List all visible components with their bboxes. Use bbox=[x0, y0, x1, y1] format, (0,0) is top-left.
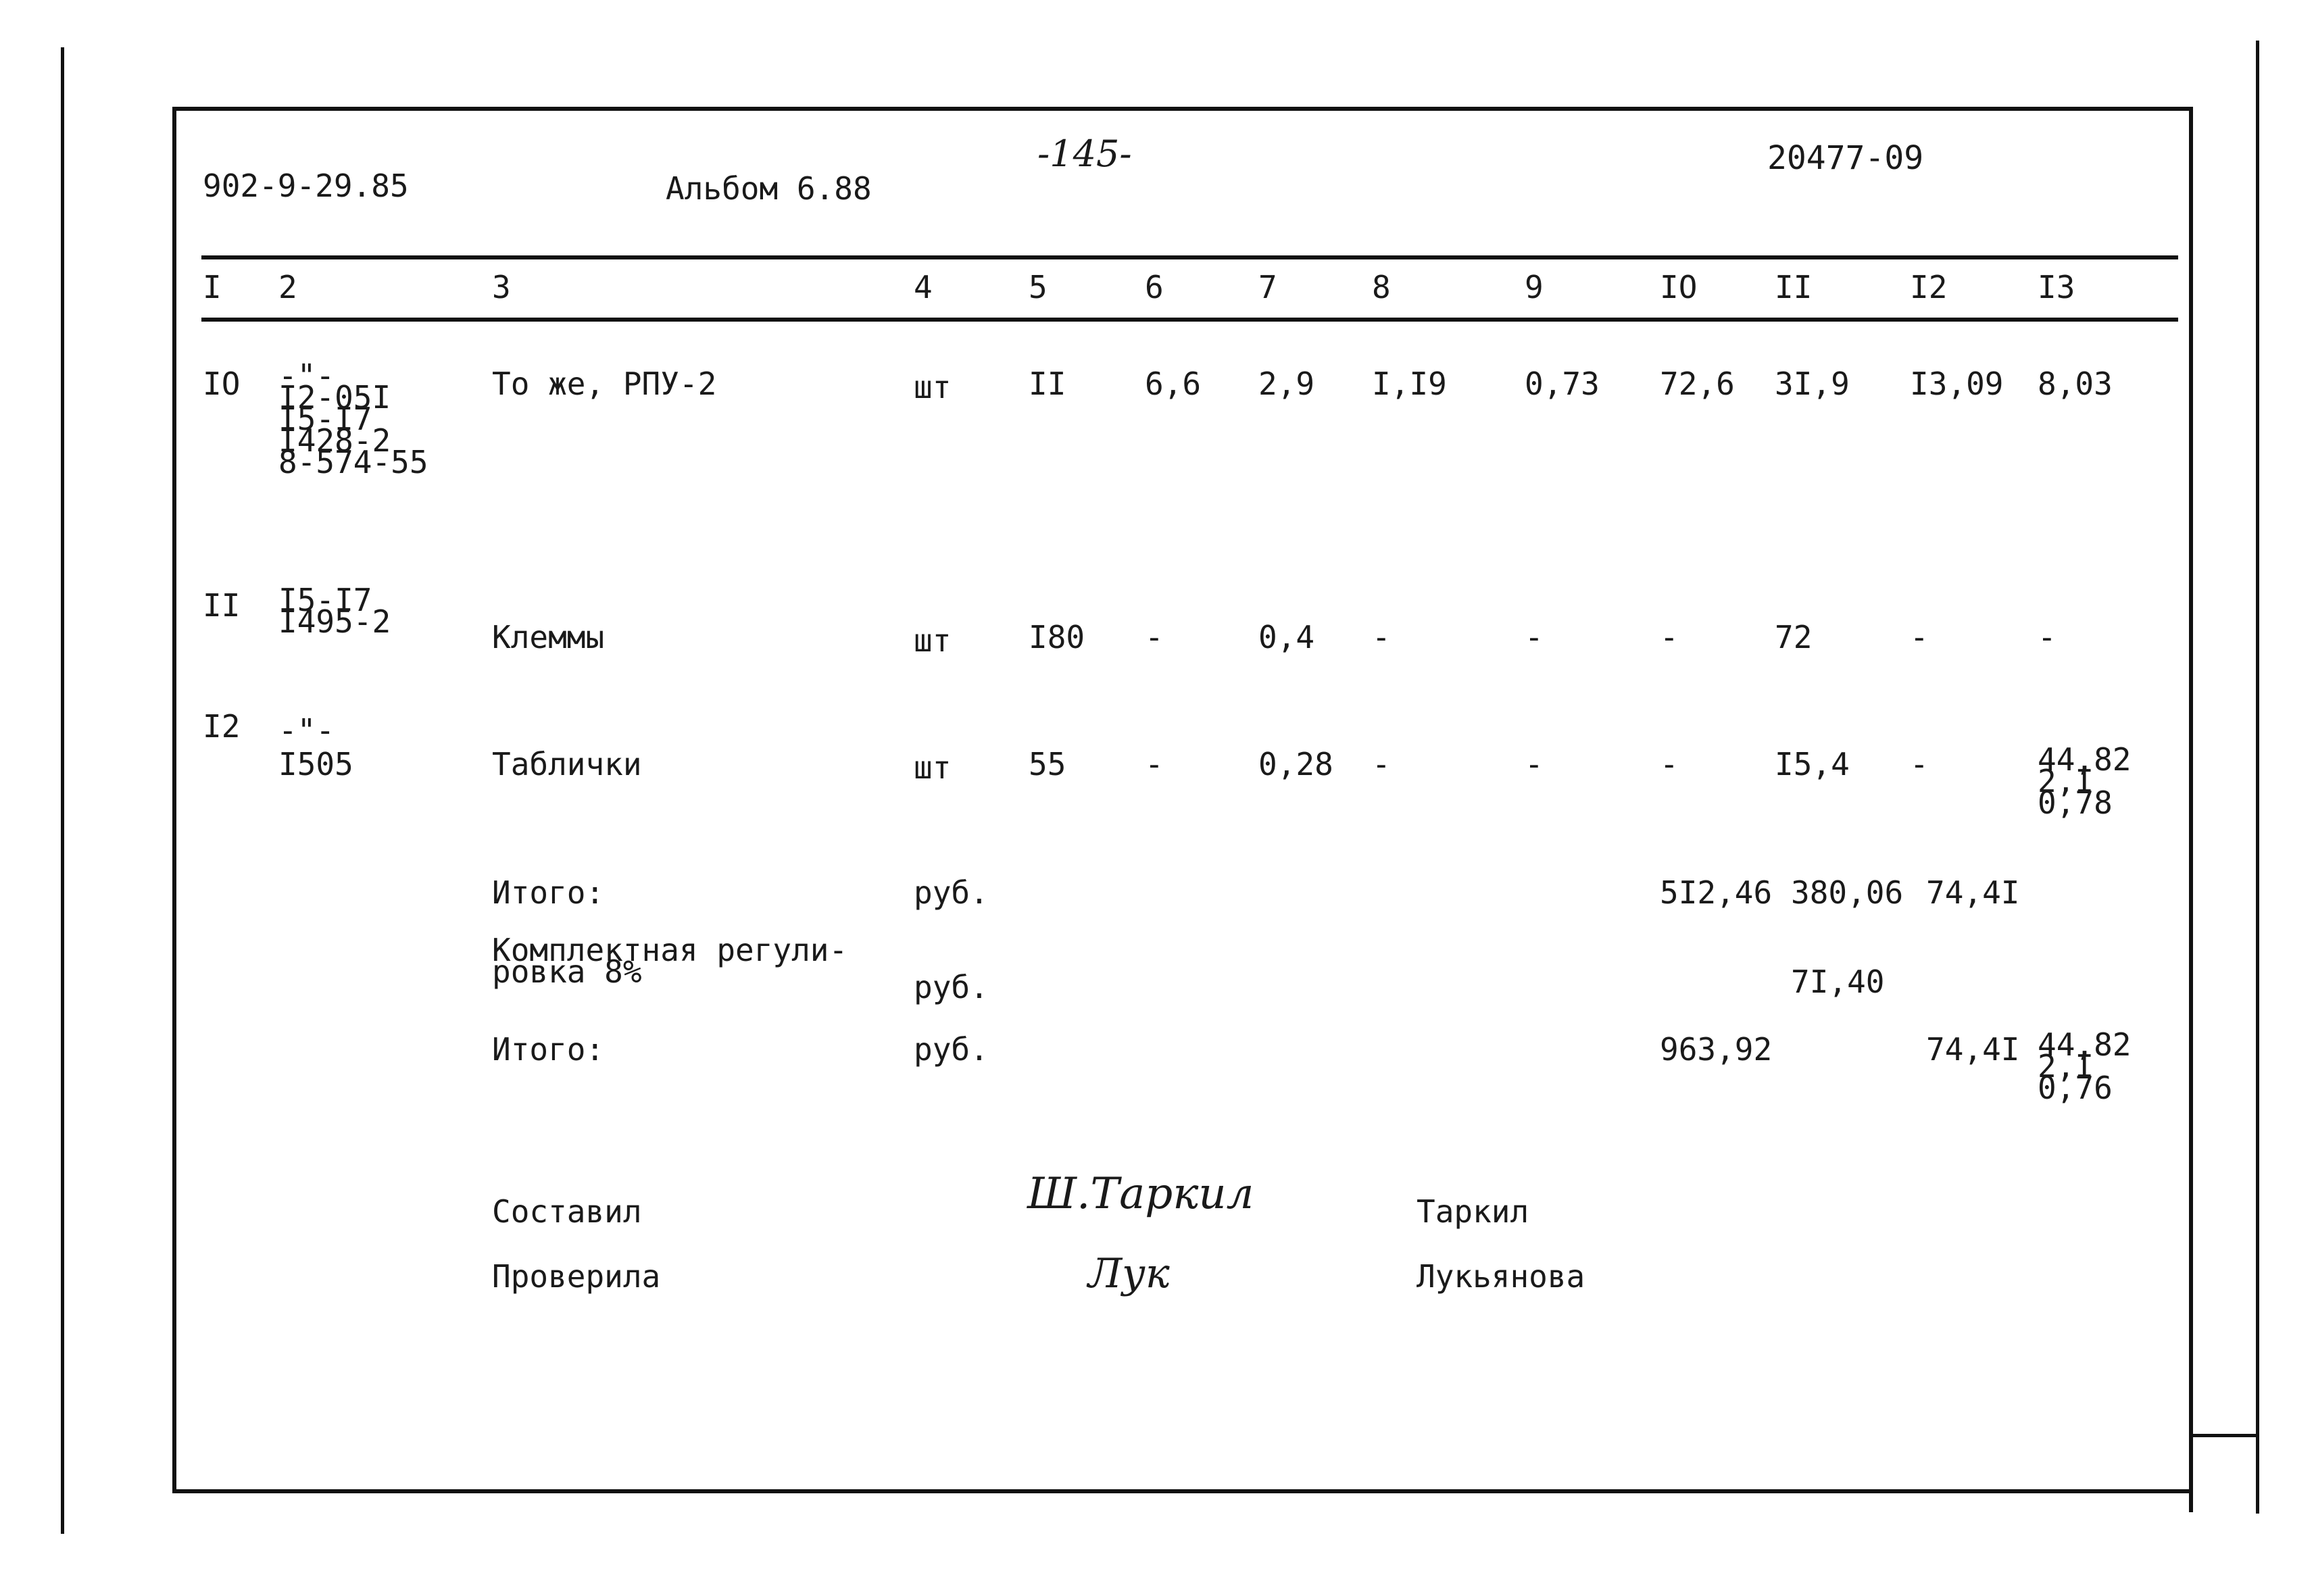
row-12-col-7: 0,28 bbox=[1258, 746, 1333, 782]
row-10-col-5: II bbox=[1029, 366, 1066, 402]
row-11-col-6: - bbox=[1145, 619, 1164, 655]
right-margin-line bbox=[2256, 41, 2259, 1514]
row-12-col-3: Таблички bbox=[492, 746, 642, 782]
compiled-by-name: Таркил bbox=[1417, 1193, 1529, 1230]
frame-left bbox=[172, 107, 176, 1493]
row-10-col-2: -"- I2-05I I5-I7 I428-2 8-574-55 bbox=[278, 357, 428, 480]
row-11-col-12: - bbox=[1910, 619, 1929, 655]
col-header-12: I2 bbox=[1910, 269, 1948, 305]
row-11-col-9: - bbox=[1525, 619, 1544, 655]
row-10-col-12: I3,09 bbox=[1910, 366, 2004, 402]
frame-top bbox=[172, 107, 2193, 111]
row-12-col-2: -"- I505 bbox=[278, 712, 353, 782]
row-11-col-3: Клеммы bbox=[492, 619, 605, 655]
row-12-col-1: I2 bbox=[203, 708, 241, 745]
row-10-col-1: IO bbox=[203, 366, 241, 402]
row-12-col-13: 44,82 2,I 0,78 bbox=[2038, 741, 2132, 821]
row-10-col-8: I,I9 bbox=[1372, 366, 1447, 402]
header-rule-top bbox=[201, 255, 2178, 259]
left-margin-line bbox=[61, 47, 64, 1534]
row-11-col-8: - bbox=[1372, 619, 1391, 655]
row-10-col-13: 8,03 bbox=[2038, 366, 2113, 402]
col-header-7: 7 bbox=[1258, 269, 1277, 305]
row-10-col-4: шт bbox=[914, 369, 952, 405]
total-2-col-12: 74,4I bbox=[1926, 1031, 2020, 1068]
total-2-col-10: 963,92 bbox=[1660, 1031, 1773, 1068]
row-10-col-6: 6,6 bbox=[1145, 366, 1202, 402]
total-1-col-11: 380,06 bbox=[1791, 874, 1904, 911]
adjustment-col-11: 7I,40 bbox=[1791, 964, 1885, 1000]
checked-by-signature: Лук bbox=[1088, 1250, 1170, 1297]
frame-right bbox=[2189, 107, 2193, 1512]
row-11-col-10: - bbox=[1660, 619, 1679, 655]
compiled-by-label: Составил bbox=[492, 1193, 642, 1230]
total-1-col-12: 74,4I bbox=[1926, 874, 2020, 911]
doc-code: 902-9-29.85 bbox=[203, 168, 409, 204]
row-10-col-7: 2,9 bbox=[1258, 366, 1315, 402]
total-1-col-10: 5I2,46 bbox=[1660, 874, 1773, 911]
row-10-col-3: То же, РПУ-2 bbox=[492, 366, 717, 402]
row-12-col-10: - bbox=[1660, 746, 1679, 782]
row-12-col-11: I5,4 bbox=[1775, 746, 1850, 782]
total-1-unit: руб. bbox=[914, 874, 989, 911]
frame-bottom bbox=[172, 1489, 2193, 1493]
col-header-10: IO bbox=[1660, 269, 1698, 305]
col-header-11: II bbox=[1775, 269, 1813, 305]
row-11-col-1: II bbox=[203, 587, 241, 624]
col-header-8: 8 bbox=[1372, 269, 1391, 305]
row-11-col-2: I5-I7 I495-2 bbox=[278, 582, 391, 640]
row-12-col-9: - bbox=[1525, 746, 1544, 782]
adjustment-unit: руб. bbox=[914, 969, 989, 1005]
col-header-6: 6 bbox=[1145, 269, 1164, 305]
col-header-13: I3 bbox=[2038, 269, 2075, 305]
header-rule-bottom bbox=[201, 318, 2178, 322]
row-11-col-13: - bbox=[2038, 619, 2057, 655]
total-2-label: Итого: bbox=[492, 1031, 605, 1068]
row-11-col-4: шт bbox=[914, 622, 952, 659]
page-number: -145- bbox=[1037, 132, 1132, 175]
compiled-by-signature: Ш.Таркил bbox=[1027, 1169, 1254, 1219]
checked-by-label: Проверила bbox=[492, 1258, 661, 1295]
col-header-2: 2 bbox=[278, 269, 297, 305]
col-header-3: 3 bbox=[492, 269, 511, 305]
row-10-col-9: 0,73 bbox=[1525, 366, 1600, 402]
adjustment-label: Комплектная регули- ровка 8% bbox=[492, 932, 848, 990]
row-11-col-5: I80 bbox=[1029, 619, 1085, 655]
checked-by-name: Лукьянова bbox=[1417, 1258, 1585, 1295]
stamp-number: 20477-09 bbox=[1767, 139, 1924, 177]
row-10-col-11: 3I,9 bbox=[1775, 366, 1850, 402]
total-1-label: Итого: bbox=[492, 874, 605, 911]
row-12-col-8: - bbox=[1372, 746, 1391, 782]
row-11-col-7: 0,4 bbox=[1258, 619, 1315, 655]
row-12-col-4: шт bbox=[914, 749, 952, 786]
row-10-col-10: 72,6 bbox=[1660, 366, 1735, 402]
col-header-9: 9 bbox=[1525, 269, 1544, 305]
row-12-col-12: - bbox=[1910, 746, 1929, 782]
col-header-4: 4 bbox=[914, 269, 933, 305]
total-2-col-13: 44,82 2,I 0,76 bbox=[2038, 1026, 2132, 1106]
album-label: Альбом 6.88 bbox=[666, 170, 872, 207]
col-header-5: 5 bbox=[1029, 269, 1048, 305]
row-12-col-6: - bbox=[1145, 746, 1164, 782]
total-2-unit: руб. bbox=[914, 1031, 989, 1068]
row-11-col-11: 72 bbox=[1775, 619, 1813, 655]
row-12-col-5: 55 bbox=[1029, 746, 1066, 782]
corner-stamp-line bbox=[2189, 1434, 2259, 1437]
col-header-1: I bbox=[203, 269, 222, 305]
